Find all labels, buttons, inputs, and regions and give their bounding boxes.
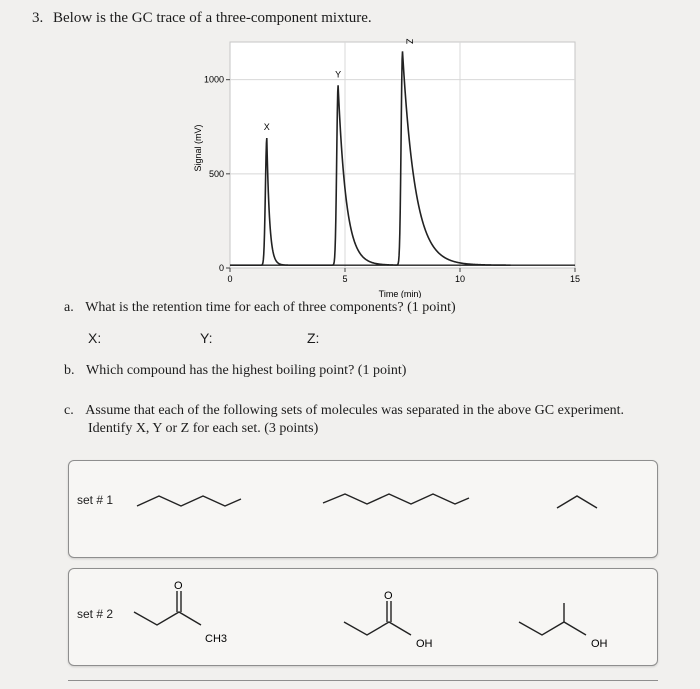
hexane-structure <box>137 496 241 506</box>
propane-structure <box>557 496 597 508</box>
y-tick-label: 0 <box>218 263 224 273</box>
set-1-box <box>68 460 658 558</box>
part-b-letter: b. <box>64 363 75 378</box>
acid-oxygen: O <box>384 590 393 602</box>
peak-label-z: Z <box>404 38 415 45</box>
alcohol-chain <box>519 622 586 635</box>
part-a <box>64 300 456 316</box>
y-axis <box>204 75 230 273</box>
set-2-molecules <box>69 569 657 665</box>
octane-structure <box>323 494 469 504</box>
y-tick-label: 1000 <box>203 74 224 85</box>
x-tick-label: 0 <box>227 274 233 284</box>
next-box-edge <box>68 680 658 685</box>
part-c-letter: c. <box>64 403 74 418</box>
alcohol-oh: OH <box>591 638 608 650</box>
peak-label-x: X <box>263 122 270 133</box>
x-tick-label: 5 <box>342 274 348 284</box>
part-c <box>64 402 684 438</box>
x-axis-label: Time (min) <box>378 289 422 298</box>
x-axis <box>227 268 580 284</box>
question-title <box>32 10 372 27</box>
answer-y-label: Y: <box>200 330 213 346</box>
gc-trace-chart <box>185 38 585 298</box>
answer-x-label: X: <box>88 330 102 346</box>
x-tick-label: 15 <box>569 274 581 284</box>
part-a-text: What is the retention time for each of three components? (1 point) <box>85 300 456 315</box>
set-2-box <box>68 568 658 666</box>
set-1-molecules <box>69 461 657 557</box>
set-1-label: set # 1 <box>77 493 114 507</box>
x-tick-label: 10 <box>454 274 466 284</box>
ketone-oxygen: O <box>174 580 183 592</box>
acid-oh: OH <box>416 638 433 650</box>
acid-chain <box>344 622 411 635</box>
ketone-chain <box>134 612 201 625</box>
y-axis-label: Signal (mV) <box>193 124 203 172</box>
question-text: Below is the GC trace of a three-component mixture. <box>53 10 372 26</box>
part-c-line1: Assume that each of the following sets of molecules was separated in the above GC experiment. <box>85 403 625 418</box>
set-2-label: set # 2 <box>77 607 114 621</box>
y-tick-label: 500 <box>208 168 224 179</box>
part-b-text: Which compound has the highest boiling point? (1 point) <box>86 363 407 378</box>
part-b <box>64 363 406 379</box>
part-a-letter: a. <box>64 300 74 315</box>
part-c-line2: Identify X, Y or Z for each set. (3 points) <box>88 421 319 436</box>
question-number: 3. <box>32 10 44 26</box>
peak-label-y: Y <box>335 69 342 80</box>
ketone-ch3: CH3 <box>205 633 228 645</box>
answer-z-label: Z: <box>307 330 320 346</box>
